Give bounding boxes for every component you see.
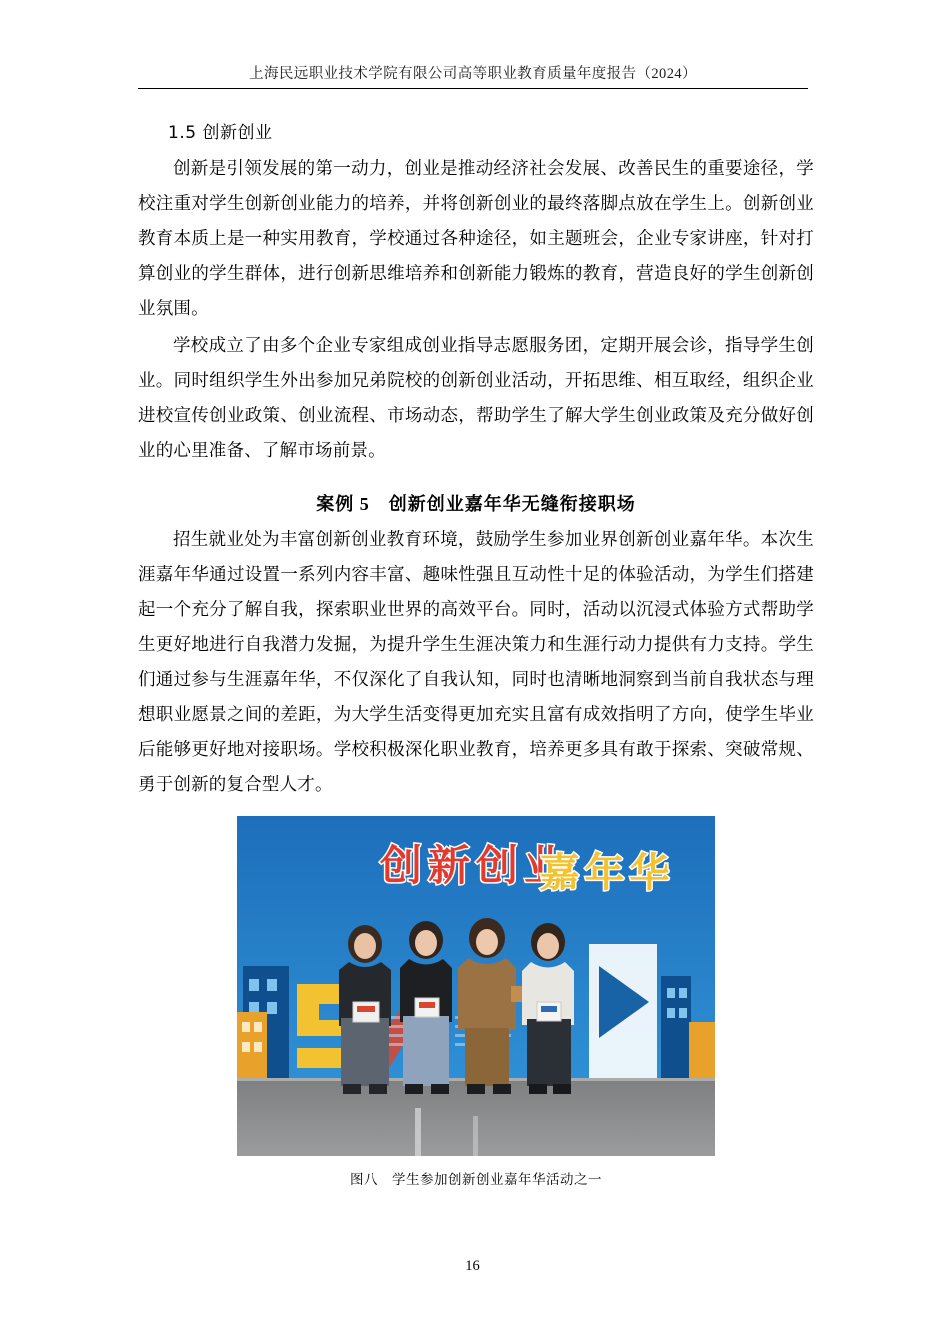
page-content	[138, 108, 814, 1188]
case-paragraph: 招生就业处为丰富创新创业教育环境，鼓励学生参加业界创新创业嘉年华。本次生涯嘉年华通过设置一系列内容丰富、趣味性强且互动性十足的体验活动，为学生们搭建起一个充分了解自我，探索职业世界的高效平台。同时，活动以沉浸式体验方式帮助学生更好地进行自我潜力发掘，为提升学生生涯决策力和生涯行动力提供有力支持。学生们通过参与生涯嘉年华，不仅深化了自我认知，同时也清晰地洞察到当前自我状态与理想职业愿景之间的差距，为大学生活变得更加充实且富有成效指明了方向，使学生毕业后能够更好地对接职场。学校积极深化职业教育，培养更多具有敢于探索、突破常规、勇于创新的复合型人才。	[138, 529, 814, 794]
figure-caption: 图八 学生参加创新创业嘉年华活动之一	[350, 1172, 602, 1188]
running-header: 上海民远职业技术学院有限公司高等职业教育质量年度报告（2024）	[249, 66, 697, 82]
paragraph-1: 创新是引领发展的第一动力，创业是推动经济社会发展、改善民生的重要途径，学校注重对学生创新创业能力的培养，并将创新创业的最终落脚点放在学生上。创新创业教育本质上是一种实用教育，学校通过各种途径，如主题班会，企业专家讲座，针对打算创业的学生群体，进行创新思维培养和创新能力锻炼的教育，营造良好的学生创新创业氛围。	[138, 158, 814, 318]
section-heading: 1.5 创新创业	[168, 123, 273, 143]
figure-block	[138, 816, 814, 1188]
figure-image	[237, 816, 715, 1156]
svg-text:创新创业: 创新创业	[379, 841, 573, 890]
header-rule	[138, 88, 808, 89]
carnival-photo-illustration	[237, 816, 715, 1156]
page-number: 16	[465, 1258, 480, 1274]
paragraph-2: 学校成立了由多个企业专家组成创业指导志愿服务团，定期开展会诊，指导学生创业。同时组织学生外出参加兄弟院校的创新创业活动，开拓思维、相互取经，组织企业进校宣传创业政策、创业流程、市场动态，帮助学生了解大学生创业政策及充分做好创业的心里准备、了解市场前景。	[138, 335, 814, 460]
svg-text:嘉年华: 嘉年华	[539, 850, 675, 896]
case-heading: 案例 5 创新创业嘉年华无缝衔接职场	[316, 494, 636, 514]
